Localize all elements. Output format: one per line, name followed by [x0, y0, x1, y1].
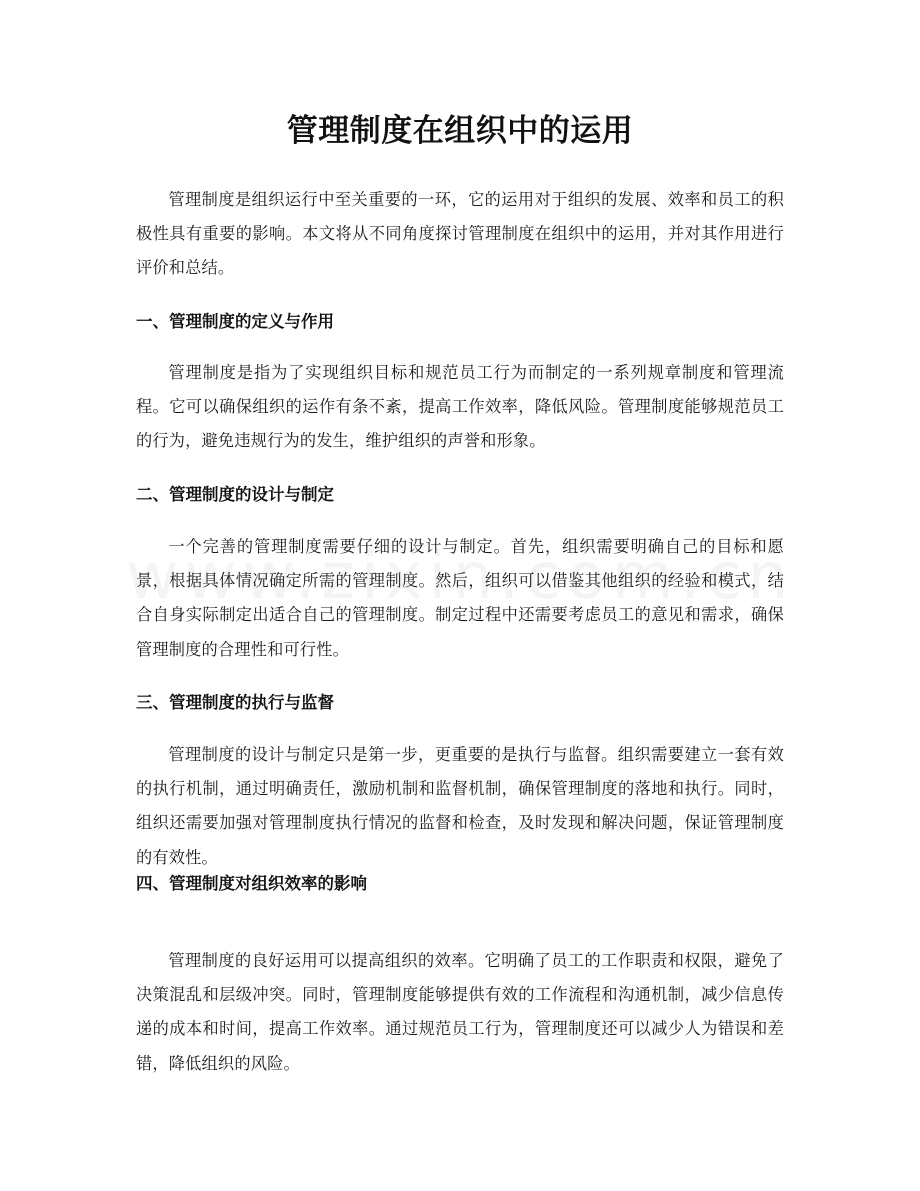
- section-body-4: 管理制度的良好运用可以提高组织的效率。它明确了员工的工作职责和权限，避免了决策混乱和层级冲突。同时，管理制度能够提供有效的工作流程和沟通机制，减少信息传递的成本和时间，提高工作效率。通过规范员工行为，管理制度还可以减少人为错误和差错，降低组织的风险。: [136, 951, 784, 1073]
- section-heading-2: 二、管理制度的设计与制定: [136, 485, 334, 504]
- section-heading-1: 一、管理制度的定义与作用: [136, 312, 334, 331]
- intro-paragraph: 管理制度是组织运行中至关重要的一环，它的运用对于组织的发展、效率和员工的积极性具有重要的影响。本文将从不同角度探讨管理制度在组织中的运用，并对其作用进行评价和总结。: [136, 190, 784, 278]
- section-body-2: 一个完善的管理制度需要仔细的设计与制定。首先，组织需要明确自己的目标和愿景，根据具体情况确定所需的管理制度。然后，组织可以借鉴其他组织的经验和模式，结合自身实际制定出适合自己的管理制度。制定过程中还需要考虑员工的意见和需求，确保管理制度的合理性和可行性。: [136, 537, 784, 659]
- document-title: 管理制度在组织中的运用: [286, 113, 634, 149]
- section-body-3: 管理制度的设计与制定只是第一步，更重要的是执行与监督。组织需要建立一套有效的执行机制，通过明确责任，激励机制和监督机制，确保管理制度的落地和执行。同时，组织还需要加强对管理制度执行情况的监督和检查，及时发现和解决问题，保证管理制度的有效性。: [136, 745, 784, 867]
- section-heading-4: 四、管理制度对组织效率的影响: [136, 874, 367, 893]
- section-heading-3: 三、管理制度的执行与监督: [136, 693, 334, 712]
- section-body-1: 管理制度是指为了实现组织目标和规范员工行为而制定的一系列规章制度和管理流程。它可以确保组织的运作有条不紊，提高工作效率，降低风险。管理制度能够规范员工的行为，避免违规行为的发生，维护组织的声誉和形象。: [136, 363, 784, 451]
